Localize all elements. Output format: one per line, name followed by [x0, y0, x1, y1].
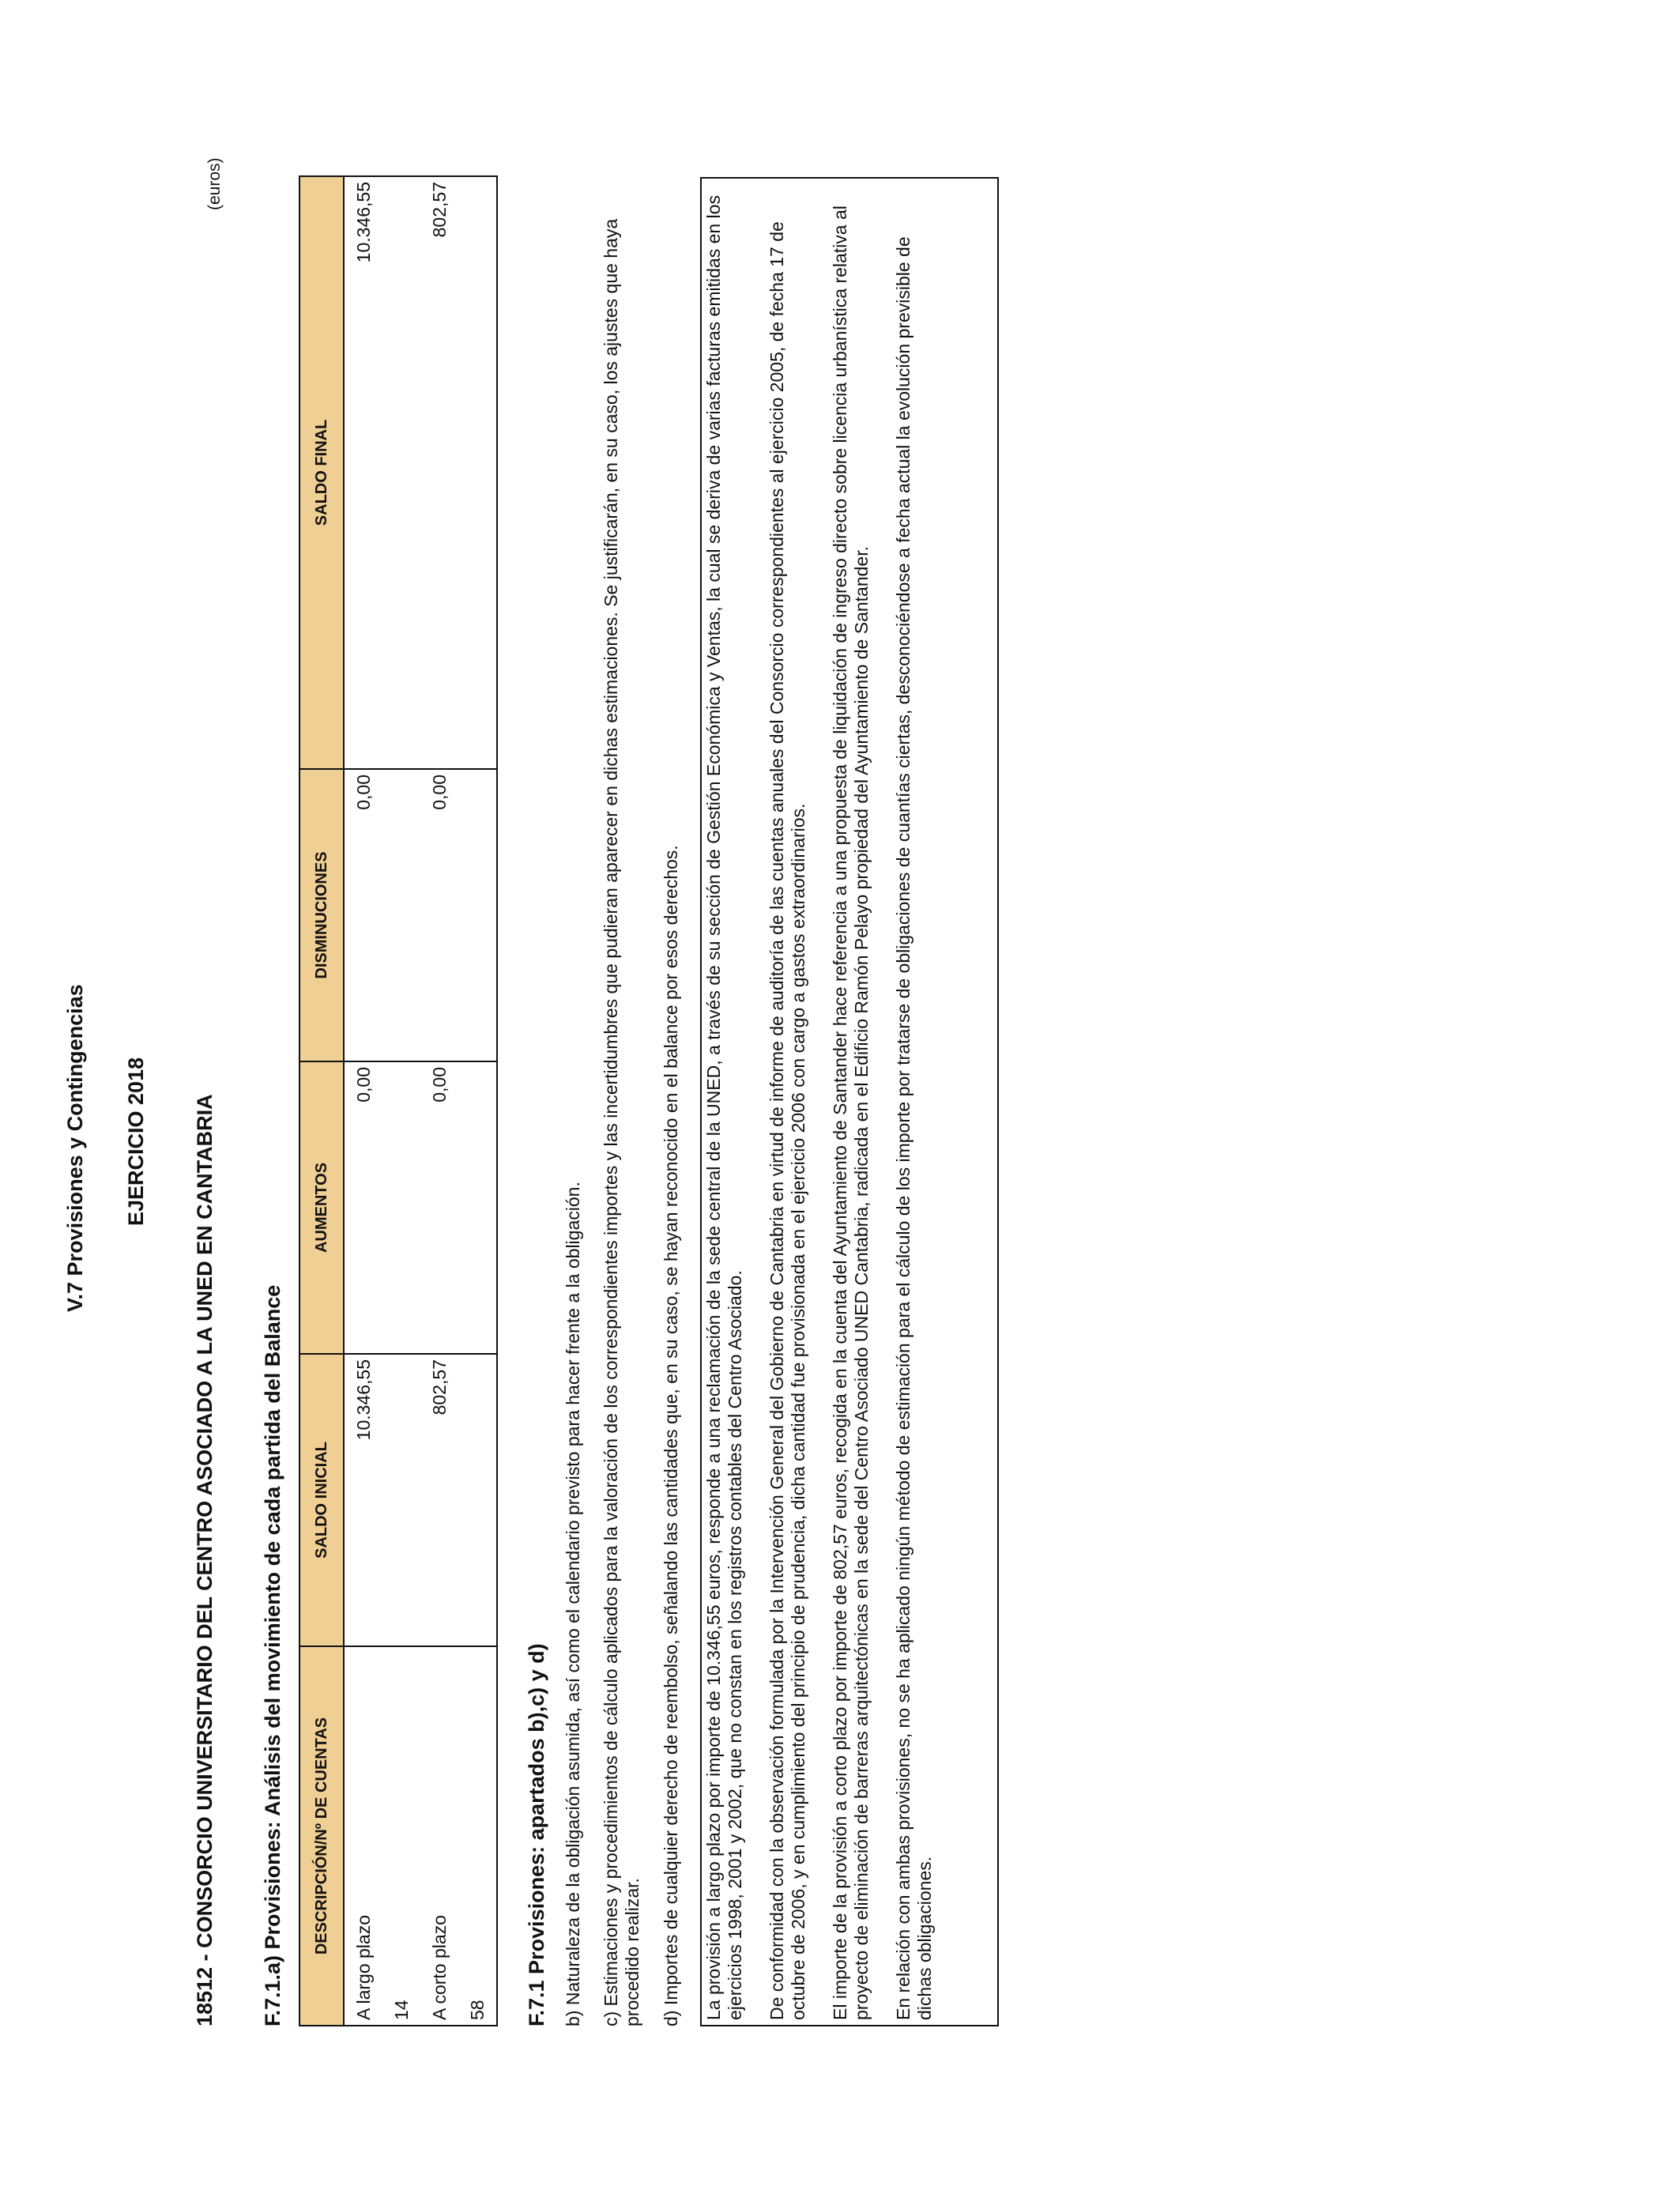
exercise-title: EJERCICIO 2018	[124, 1057, 148, 1226]
cell-saldo-final: 802,57	[420, 176, 458, 769]
column-header-disminuciones: DISMINUCIONES	[299, 769, 344, 1061]
cell-aumentos: 0,00	[344, 1061, 382, 1354]
note-c: c) Estimaciones y procedimientos de cálculo aplicados para la valoración de los correspondientes importes y las incertidumbres que pudieran aparecer en dichas estimaciones. Se justificarán, en su caso, los ajustes que haya procedido realizar.	[601, 218, 642, 2026]
cell-disminuciones: 0,00	[344, 769, 382, 1061]
cell-saldo-inicial: 802,57	[420, 1354, 458, 1646]
table-header-row	[299, 176, 344, 2026]
explanation-paragraph: De conformidad con la observación formulada por la Intervención General del Gobierno de Cantabria en virtud de informe de auditoría de las cuentas anuales del Consorcio correspondientes al ejercicio 2005, de fecha 17 de octubre de 2006, y en cumplimiento del principio de prudencia, dicha cantidad fue provisionada en el ejercicio 2006 con cargo a gastos extraordinarios.	[767, 221, 808, 2020]
cell-saldo-inicial	[382, 1354, 420, 1646]
table-row	[420, 176, 458, 2026]
table-row	[458, 176, 497, 2026]
cell-saldo-final: 10.346,55	[344, 176, 382, 769]
provisions-table	[299, 175, 498, 2026]
note-d: d) Importes de cualquier derecho de reembolso, señalando las cantidades que, en su caso, se hayan reconocido en el balance por esos derechos.	[661, 845, 681, 2026]
column-header-saldo-final: SALDO FINAL	[299, 176, 344, 769]
cell-disminuciones	[382, 769, 420, 1061]
note-b: b) Naturaleza de la obligación asumida, así como el calendario previsto para hacer frente a la obligación.	[563, 1182, 583, 2026]
cell-saldo-final	[458, 176, 497, 769]
table-row	[382, 176, 420, 2026]
cell-disminuciones: 0,00	[420, 769, 458, 1061]
notes-section-title: F.7.1 Provisiones: apartados b),c) y d)	[525, 1643, 548, 2026]
cell-desc: A corto plazo	[420, 1646, 458, 2026]
units-label: (euros)	[205, 157, 224, 210]
column-header-descripcion: DESCRIPCIÓN/Nº DE CUENTAS	[299, 1646, 344, 2026]
table-row	[344, 176, 382, 2026]
cell-desc: 58	[458, 1646, 497, 2026]
table-section-title: F.7.1.a) Provisiones: Análisis del movimiento de cada partida del Balance	[261, 1284, 284, 2026]
cell-aumentos	[458, 1061, 497, 1354]
cell-desc: 14	[382, 1646, 420, 2026]
cell-aumentos	[382, 1061, 420, 1354]
section-title: V.7 Provisiones y Contingencias	[63, 984, 87, 1312]
cell-disminuciones	[458, 769, 497, 1061]
column-header-saldo-inicial: SALDO INICIAL	[299, 1354, 344, 1646]
cell-desc: A largo plazo	[344, 1646, 382, 2026]
explanation-paragraph: El importe de la provisión a corto plazo por importe de 802,57 euros, recogida en la cuenta del Ayuntamiento de Santander hace referencia a una propuesta de liquidación de ingreso directo sobre licencia urbanística relativa al proyecto de eliminación de barreras arquitectónicas en la sede del Centro Asociado UNED Cantabria, radicada en el Edificio Ramón Pelayo propiedad del Ayuntamiento de Santander.	[830, 205, 872, 2020]
entity-title: 18512 - CONSORCIO UNIVERSITARIO DEL CENTRO ASOCIADO A LA UNED EN CANTABRIA	[193, 1094, 217, 2026]
cell-saldo-inicial: 10.346,55	[344, 1354, 382, 1646]
explanation-paragraph: En relación con ambas provisiones, no se ha aplicado ningún método de estimación para el cálculo de los importe por tratarse de obligaciones de cuantías ciertas, desconociéndose a fecha actual la evolución previsible de dichas obligaciones.	[893, 236, 935, 2020]
cell-aumentos: 0,00	[420, 1061, 458, 1354]
column-header-aumentos: AUMENTOS	[299, 1061, 344, 1354]
explanation-paragraph: La provisión a largo plazo por importe de 10.346,55 euros, responde a una reclamación de la sede central de la UNED, a través de su sección de Gestión Económica y Ventas, la cual se deriva de varias facturas emitidas en los ejercicios 1998, 2001 y 2002, que no constan en los registros contables del Centro Asociado.	[703, 195, 745, 2020]
explanation-box	[700, 177, 999, 2026]
cell-saldo-inicial	[458, 1354, 497, 1646]
cell-saldo-final	[382, 176, 420, 769]
